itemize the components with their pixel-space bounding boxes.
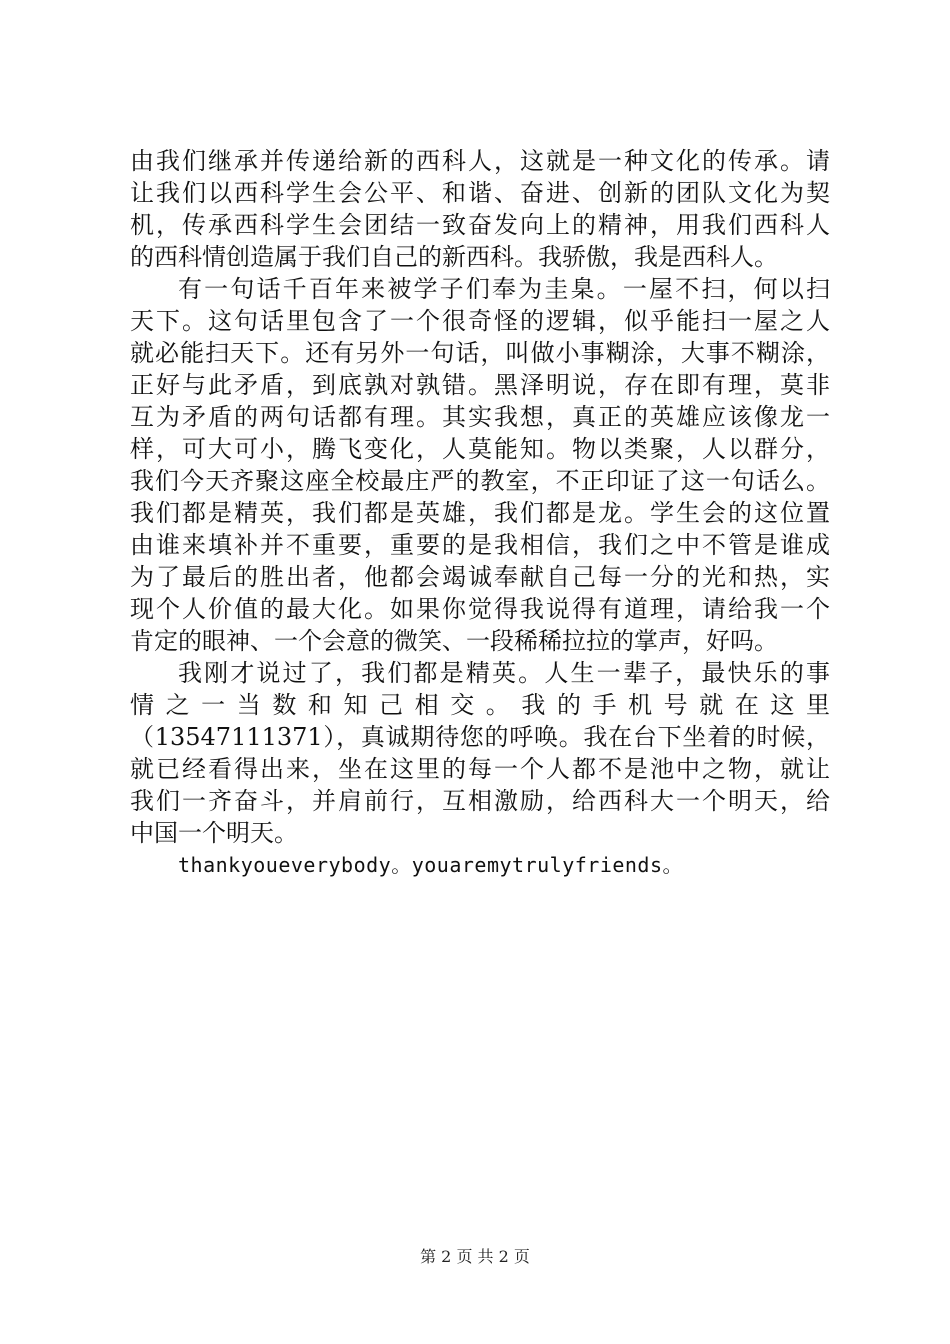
text-line: 由我们继承并传递给新的西科人，这就是一种文化的传承。请: [130, 147, 830, 175]
text-line: 有一句话千百年来被学子们奉为圭臬。一屋不扫，何以扫: [178, 275, 830, 303]
text-line: 肯定的眼神、一个会意的微笑、一段稀稀拉拉的掌声，好吗。: [130, 627, 778, 655]
document-body: [130, 145, 830, 881]
text-line: 互为矛盾的两句话都有理。其实我想，真正的英雄应该像龙一: [130, 403, 830, 431]
text-line: 情之一当数和知己相交。我的手机号就在这里: [130, 691, 830, 719]
text-line: 就已经看得出来，坐在这里的每一个人都不是池中之物，就让: [130, 755, 830, 783]
text-line: 就必能扫天下。还有另外一句话，叫做小事糊涂，大事不糊涂，: [130, 339, 830, 367]
text-line: 现个人价值的最大化。如果你觉得我说得有道理，请给我一个: [130, 595, 830, 623]
text-line: 我们都是精英，我们都是英雄，我们都是龙。学生会的这位置: [130, 499, 830, 527]
text-line: 的西科情创造属于我们自己的新西科。我骄傲，我是西科人。: [130, 243, 778, 271]
text-line: 天下。这句话里包含了一个很奇怪的逻辑，似乎能扫一屋之人: [130, 307, 830, 335]
text-line: 样，可大可小，腾飞变化，人莫能知。物以类聚，人以群分，: [130, 435, 830, 463]
text-line: 让我们以西科学生会公平、和谐、奋进、创新的团队文化为契: [130, 179, 830, 207]
text-line: 由谁来填补并不重要，重要的是我相信，我们之中不管是谁成: [130, 531, 830, 559]
text-line: 我们今天齐聚这座全校最庄严的教室，不正印证了这一句话么。: [130, 467, 830, 495]
closing-line: thankyoueverybody。youaremytrulyfriends。: [178, 853, 684, 877]
text-line: 我们一齐奋斗，并肩前行，互相激励，给西科大一个明天，给: [130, 787, 830, 815]
text-line: 中国一个明天。: [130, 819, 298, 847]
text-line: （13547111371），真诚期待您的呼唤。我在台下坐着的时候，: [130, 723, 830, 751]
text-line: 机，传承西科学生会团结一致奋发向上的精神，用我们西科人: [130, 211, 830, 239]
text-line: 为了最后的胜出者，他都会竭诚奉献自己每一分的光和热，实: [130, 563, 830, 591]
text-line: 正好与此矛盾，到底孰对孰错。黑泽明说，存在即有理，莫非: [130, 371, 830, 399]
text-line: 我刚才说过了，我们都是精英。人生一辈子，最快乐的事: [178, 659, 830, 687]
page-number-footer: 第 2 页 共 2 页: [420, 1247, 530, 1266]
